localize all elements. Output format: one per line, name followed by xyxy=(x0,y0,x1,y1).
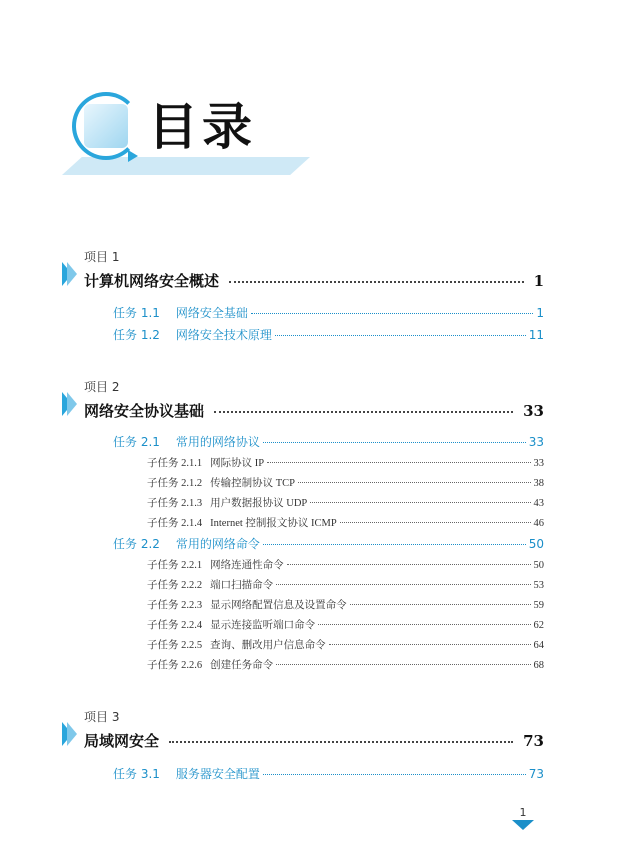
page-title: 目录 xyxy=(148,98,256,156)
task-page: 11 xyxy=(528,328,544,342)
subtask-number: 子任务 2.2.6 xyxy=(147,660,203,671)
subtask-page: 50 xyxy=(533,560,544,571)
toc-subtask-row[interactable] xyxy=(147,455,544,470)
task-page: 33 xyxy=(528,435,544,449)
project-label: 项目 2 xyxy=(84,380,120,394)
subtask-page: 59 xyxy=(533,600,544,611)
subtask-page: 64 xyxy=(533,640,544,651)
task-page: 50 xyxy=(528,537,544,551)
project-page: 1 xyxy=(533,272,544,290)
subtask-page: 68 xyxy=(533,660,544,671)
toc-task-row[interactable] xyxy=(113,765,544,782)
subtask-number: 子任务 2.1.1 xyxy=(147,458,203,469)
task-page: 1 xyxy=(536,306,544,320)
task-number: 任务 3.1 xyxy=(113,767,160,781)
toc-task-row[interactable] xyxy=(113,304,544,321)
subtask-title: 传输控制协议 TCP xyxy=(210,478,296,489)
subtask-title: Internet 控制报文协议 ICMP xyxy=(210,518,337,529)
toc-subtask-row[interactable] xyxy=(147,495,544,510)
subtask-number: 子任务 2.2.4 xyxy=(147,620,203,631)
task-number: 任务 1.2 xyxy=(113,328,160,342)
subtask-page: 53 xyxy=(533,580,544,591)
toc-subtask-row[interactable] xyxy=(147,475,544,490)
task-title: 网络安全基础 xyxy=(175,306,248,320)
subtask-title: 网络连通性命令 xyxy=(210,560,284,571)
subtask-page: 38 xyxy=(533,478,544,489)
subtask-page: 62 xyxy=(533,620,544,631)
task-number: 任务 2.1 xyxy=(113,435,160,449)
subtask-title: 端口扫描命令 xyxy=(210,580,274,591)
subtask-number: 子任务 2.1.2 xyxy=(147,478,203,489)
subtask-title: 网际协议 IP xyxy=(210,458,265,469)
task-title: 常用的网络协议 xyxy=(175,435,260,449)
toc-task-row[interactable] xyxy=(113,535,544,552)
task-title: 常用的网络命令 xyxy=(175,537,260,551)
subtask-title: 创建任务命令 xyxy=(210,660,274,671)
project-label: 项目 3 xyxy=(84,710,120,724)
task-title: 服务器安全配置 xyxy=(175,767,260,781)
project-marker-icon xyxy=(62,262,74,286)
project-marker-icon xyxy=(62,722,74,746)
header-band xyxy=(62,157,310,175)
subtask-title: 显示连接监听端口命令 xyxy=(210,620,316,631)
task-title: 网络安全技术原理 xyxy=(175,328,272,342)
project-marker-icon xyxy=(62,392,74,416)
subtask-title: 用户数据报协议 UDP xyxy=(210,498,308,509)
toc-task-row[interactable] xyxy=(113,433,544,450)
toc-task-row[interactable] xyxy=(113,326,544,343)
project-title: 计算机网络安全概述 xyxy=(84,272,220,290)
toc-subtask-row[interactable] xyxy=(147,597,544,612)
project-title: 网络安全协议基础 xyxy=(84,402,205,420)
subtask-page: 33 xyxy=(533,458,544,469)
project-title: 局域网安全 xyxy=(84,732,160,750)
project-entry[interactable] xyxy=(84,730,544,751)
project-page: 73 xyxy=(523,732,544,750)
task-number: 任务 1.1 xyxy=(113,306,160,320)
project-page: 33 xyxy=(523,402,544,420)
subtask-page: 46 xyxy=(533,518,544,529)
project-entry[interactable] xyxy=(84,270,544,291)
toc-subtask-row[interactable] xyxy=(147,637,544,652)
page-number: 1 xyxy=(519,806,527,819)
subtask-title: 显示网络配置信息及设置命令 xyxy=(210,600,347,611)
subtask-number: 子任务 2.1.4 xyxy=(147,518,203,529)
task-number: 任务 2.2 xyxy=(113,537,160,551)
subtask-number: 子任务 2.2.5 xyxy=(147,640,203,651)
toc-subtask-row[interactable] xyxy=(147,515,544,530)
project-label: 项目 1 xyxy=(84,250,120,264)
page-triangle-icon xyxy=(512,820,534,830)
toc-subtask-row[interactable] xyxy=(147,557,544,572)
toc-subtask-row[interactable] xyxy=(147,617,544,632)
subtask-title: 查询、删改用户信息命令 xyxy=(210,640,326,651)
subtask-number: 子任务 2.2.1 xyxy=(147,560,203,571)
subtask-number: 子任务 2.2.3 xyxy=(147,600,203,611)
toc-subtask-row[interactable] xyxy=(147,657,544,672)
project-entry[interactable] xyxy=(84,400,544,421)
toc-subtask-row[interactable] xyxy=(147,577,544,592)
subtask-page: 43 xyxy=(533,498,544,509)
subtask-number: 子任务 2.1.3 xyxy=(147,498,203,509)
task-page: 73 xyxy=(528,767,544,781)
subtask-number: 子任务 2.2.2 xyxy=(147,580,203,591)
